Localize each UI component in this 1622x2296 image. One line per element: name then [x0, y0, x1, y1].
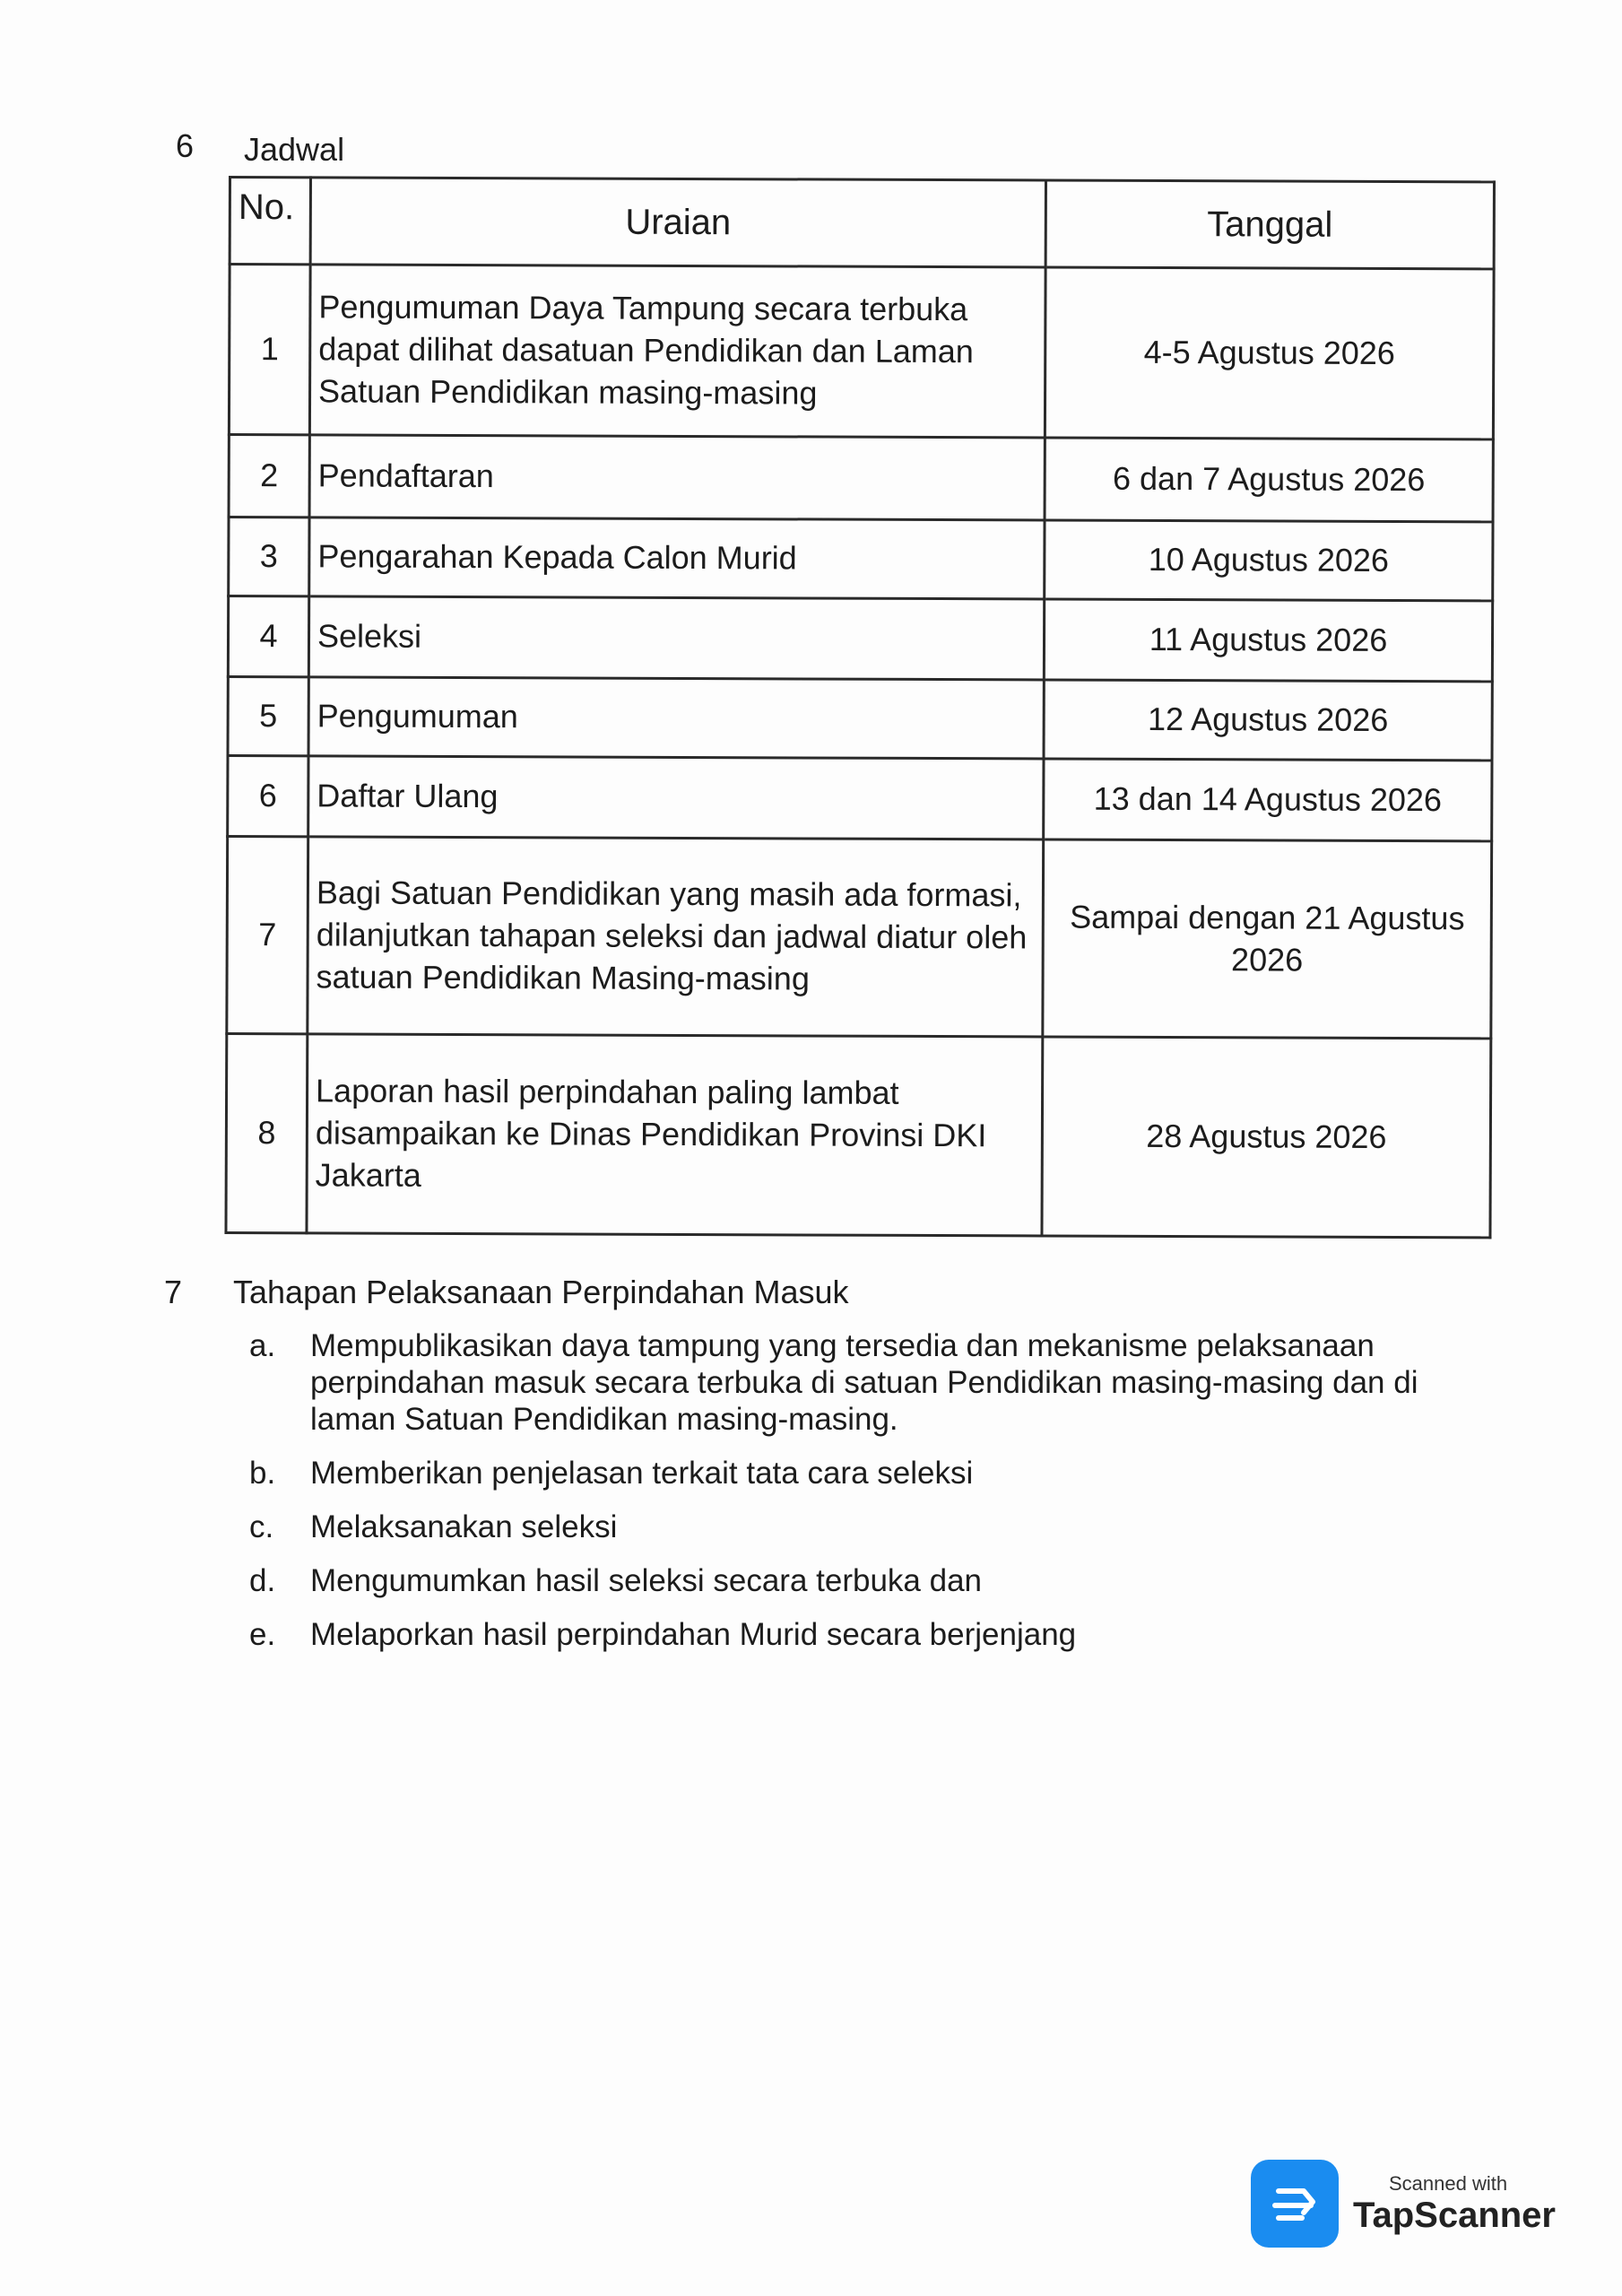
list-text: Melaksanakan seleksi	[310, 1509, 618, 1544]
table-row	[228, 596, 1492, 682]
watermark-caption: Scanned with	[1389, 2171, 1508, 2195]
row-no: 5	[228, 677, 308, 756]
list-marker: b.	[249, 1456, 276, 1491]
row-tanggal: 10 Agustus 2026	[1045, 520, 1493, 601]
tapscanner-logo-icon	[1251, 2160, 1339, 2248]
row-tanggal: 28 Agustus 2026	[1042, 1037, 1491, 1238]
list-item	[249, 1327, 1505, 1438]
list-marker: d.	[249, 1563, 276, 1598]
row-uraian: Pengumuman	[308, 677, 1044, 759]
row-uraian: Pengumuman Daya Tampung secara terbuka dapat dilihat dasatuan Pendidikan dan Laman Satuan Pendidikan masing-masing	[309, 265, 1045, 438]
table-row	[229, 517, 1493, 601]
row-no: 2	[229, 435, 309, 517]
table-row	[226, 1033, 1491, 1237]
section-7-number: 7	[164, 1274, 183, 1310]
list-marker: a.	[249, 1328, 276, 1363]
row-uraian: Laporan hasil perpindahan paling lambat disampaikan ke Dinas Pendidikan Provinsi DKI Jakarta	[307, 1034, 1043, 1236]
table-row	[229, 435, 1493, 522]
row-tanggal: 12 Agustus 2026	[1044, 680, 1492, 761]
section-7-title: Tahapan Pelaksanaan Perpindahan Masuk	[233, 1274, 849, 1310]
section-6-number: 6	[176, 127, 195, 164]
row-tanggal: 4-5 Agustus 2026	[1045, 267, 1494, 439]
list-marker: e.	[249, 1617, 276, 1652]
table-row	[227, 837, 1492, 1039]
row-uraian: Pengarahan Kepada Calon Murid	[309, 517, 1045, 599]
list-item	[249, 1509, 1505, 1545]
row-no: 4	[228, 596, 308, 677]
table-row	[228, 677, 1492, 761]
list-marker: c.	[249, 1509, 274, 1544]
list-text: Mengumumkan hasil seleksi secara terbuka dan	[310, 1563, 982, 1598]
list-item	[249, 1455, 1505, 1492]
header-no: No.	[230, 178, 310, 265]
list-item	[249, 1616, 1505, 1653]
header-tanggal: Tanggal	[1045, 180, 1494, 269]
watermark-brand: TapScanner	[1353, 2195, 1556, 2235]
row-tanggal: 11 Agustus 2026	[1044, 599, 1492, 682]
row-no: 8	[226, 1033, 308, 1232]
scanner-watermark	[1251, 2160, 1556, 2248]
row-tanggal: 6 dan 7 Agustus 2026	[1045, 438, 1493, 522]
row-tanggal: 13 dan 14 Agustus 2026	[1044, 759, 1492, 841]
list-text: Melaporkan hasil perpindahan Murid secara berjenjang	[310, 1617, 1077, 1652]
row-uraian: Bagi Satuan Pendidikan yang masih ada formasi, dilanjutkan tahapan seleksi dan jadwal diatur oleh satuan Pendidikan Masing-masing	[308, 837, 1044, 1037]
steps-list	[249, 1327, 1505, 1670]
schedule-header-row	[230, 178, 1494, 269]
list-text: Mempublikasikan daya tampung yang tersedia dan mekanisme pelaksanaan perpindahan masuk secara terbuka di satuan Pendidikan masing-masing dan di laman Satuan Pendidikan masing-masing.	[310, 1328, 1418, 1437]
row-uraian: Seleksi	[308, 596, 1044, 680]
table-row	[228, 756, 1492, 841]
list-item	[249, 1562, 1505, 1599]
list-text: Memberikan penjelasan terkait tata cara seleksi	[310, 1456, 974, 1491]
header-uraian: Uraian	[310, 178, 1045, 267]
row-uraian: Pendaftaran	[309, 435, 1045, 520]
row-tanggal: Sampai dengan 21 Agustus 2026	[1043, 839, 1492, 1039]
row-uraian: Daftar Ulang	[308, 756, 1044, 839]
schedule-table	[224, 176, 1496, 1239]
section-6-title: Jadwal	[244, 131, 345, 168]
row-no: 7	[227, 837, 308, 1034]
row-no: 1	[229, 265, 310, 435]
table-row	[229, 265, 1494, 439]
row-no: 3	[229, 517, 309, 596]
row-no: 6	[228, 756, 308, 837]
